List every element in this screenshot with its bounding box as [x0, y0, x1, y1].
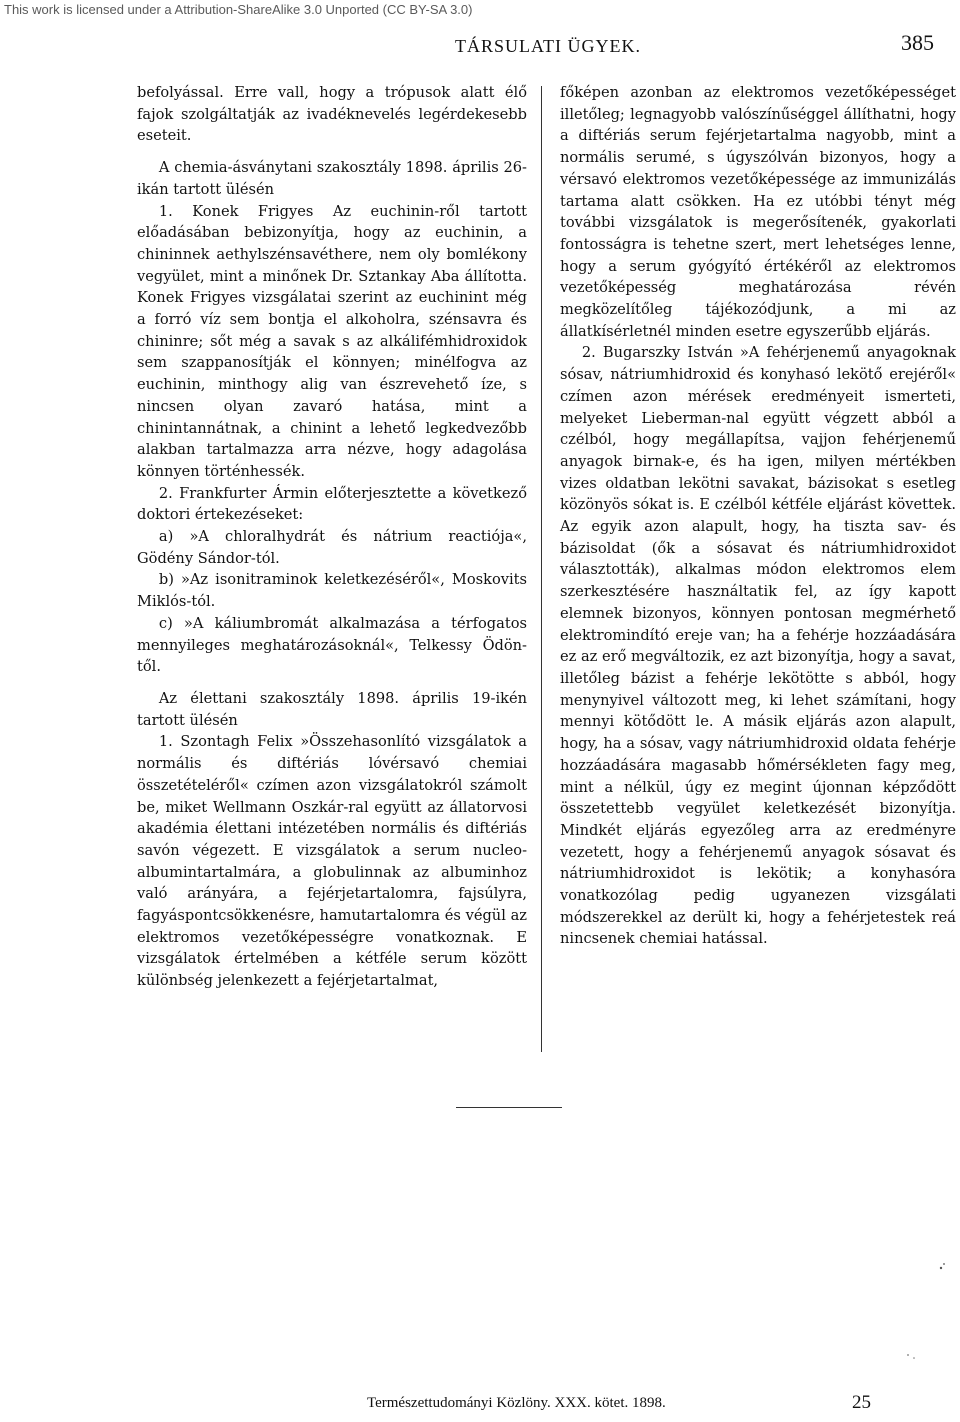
paragraph: 1. Szontagh Felix »Összehasonlító vizsgálatok a normális és diftériás lóvérsavó chemiai összetételéről« czímen azon vizsgálatokról számolt be, miket Wellmann Oszkár-ral együtt az állatorvosi akadémia élettani intézetében normális és diftériás savón végezett. E vizsgálatok a serum nucleo-albumintartalmára, a globulinnak az albuminhoz való arányára, a fejérjetartalomra, fajsúlyra, fagyáspontcsökkenésre, hamutartalomra és végül az elektromos vezetőképességre vonatkoznak. E vizsgálatok értelmében a kétféle serum között különbség jelenkezett a fejérjetartalmat,: [137, 733, 527, 990]
paragraph: 1. Konek Frigyes Az euchinin-ről tartott előadásában bebizonyítja, hogy az euchinin, a chininnek aethylszénsavéthere, nem oly bomlékony vegyület, mint a minőnek Dr. Sztankay Aba állította. Konek Frigyes vizsgálatai szerint az euchinint még a forró víz sem bontja el alkoholra, szénsavra és chininre; sőt még a savak s az alkálifémhidroxidok sem szappanosítják el könnyen; minélfogva az euchinin, minthogy alig van észrevehető íze, s nincsen olyan zavaró hatása, mint a chinintannátnak, a chinint a lehető legkedvezőbb alakban tartalmazza arra nézve, hogy adagolása könnyen történhessék.: [137, 202, 527, 480]
journal-footer: Természettudományi Közlöny. XXX. kötet. 1898.: [367, 1395, 666, 1411]
paragraph: 2. Frankfurter Ármin előterjesztette a következő doktori értekezéseket:: [137, 484, 527, 524]
list-item: b) »Az isonitraminok keletkezéséről«, Moskovits Miklós-tól.: [137, 571, 527, 611]
license-notice: This work is licensed under a Attribution-ShareAlike 3.0 Unported (CC BY-SA 3.0): [4, 2, 473, 17]
paragraph: főképen azonban az elektromos vezetőképességet illetőleg; legnagyobb valószínűséggel állíthatni, hogy a diftériás serum fejérjetartalma nagyobb, mint a normális serumé, s úgyszólván bizonyos, hogy a vérsavó elektromos vezetőképessége az immunizálás tartama alatt csökken. Ha ez utóbbi tényt még további vizsgálatok is megerősítenék, gyakorlati fontosságra is tehetne szert, mert lehetséges lenne, hogy a serum gyógyító értékéről az elektromos vezetőképesség meghatározása révén megközelítőleg tájékozódjunk, a mi az állatkísérletnél minden esetre egyszerűbb eljárás.: [560, 84, 956, 340]
signature-mark: 25: [852, 1392, 871, 1413]
list-item: c) »A káliumbromát alkalmazása a térfogatos mennyileges meghatározásoknál«, Telkessy Ödön-től.: [137, 614, 527, 676]
paragraph: 2. Bugarszky István »A fehérjenemű anyagoknak sósav, nátriumhidroxid és konyhasó lekötő erejéről« czímen azon mérések eredményeit ismerteti, melyeket Lieberman-nal együtt végzett abból a czélból, hogy megállapítsa, vajjon fehérjenemű anyagok birnak-e, és ha igen, milyen mértékben vizes oldatban lekötni savakat, bázisokat s esetleg közönyös sókat is. E czélból kétféle eljárást követtek. Az egyik azon alapult, hogy, ha tiszta sav- és bázisoldat (ők a sósavat és nátriumhidroxidot választották), alkalmas módon elektromos elem szerkesztésére használtatik fel, az így kapott elemnek bizonyos, könnyen pontosan megmérhető elektromindító ereje van; ha a fehérje hozzáadására ez az erő megváltozik, ez azt bizonyítja, hogy a savat, illetőleg bázist a fehérje lekötötte s abból, hogy menynyivel változott meg, ki lehet számítani, hogy mennyi kötődött le. A másik eljárás azon alapult, hogy, ha a sósav, vagy nátriumhidroxid oldata fehérje hozzáadására magasabb hőmérsékleten fagy meg, mint a nélkül, úgy ez megint újonnan képződött összetettebb vegyület keletkezését bizonyítja. Mindkét eljárás egyezőleg arra az eredményre vezetett, hogy a fehérjenemű anyagok sósavat és nátriumhidroxidot is lekötik; a konyhasóra vonatkozólag pedig ugyanezen vizsgálati módszerekkel az derült ki, hogy a fehérjetestek reá nincsenek chemiai hatással.: [560, 344, 956, 948]
page-number: 385: [901, 30, 934, 55]
list-item: a) »A chloralhydrát és nátrium reactiója«, Gödény Sándor-tól.: [137, 528, 527, 567]
section-heading: A chemia-ásványtani szakosztály 1898. április 26-ikán tartott ülésén: [137, 159, 527, 198]
section-heading: Az élettani szakosztály 1898. április 19-ikén tartott ülésén: [137, 689, 527, 729]
paragraph: befolyással. Erre vall, hogy a trópusok alatt élő fajok szolgáltatják az ivadéknevelés legérdekesebb eseteit.: [137, 84, 527, 145]
running-title: TÁRSULATI ÜGYEK.: [455, 36, 641, 56]
